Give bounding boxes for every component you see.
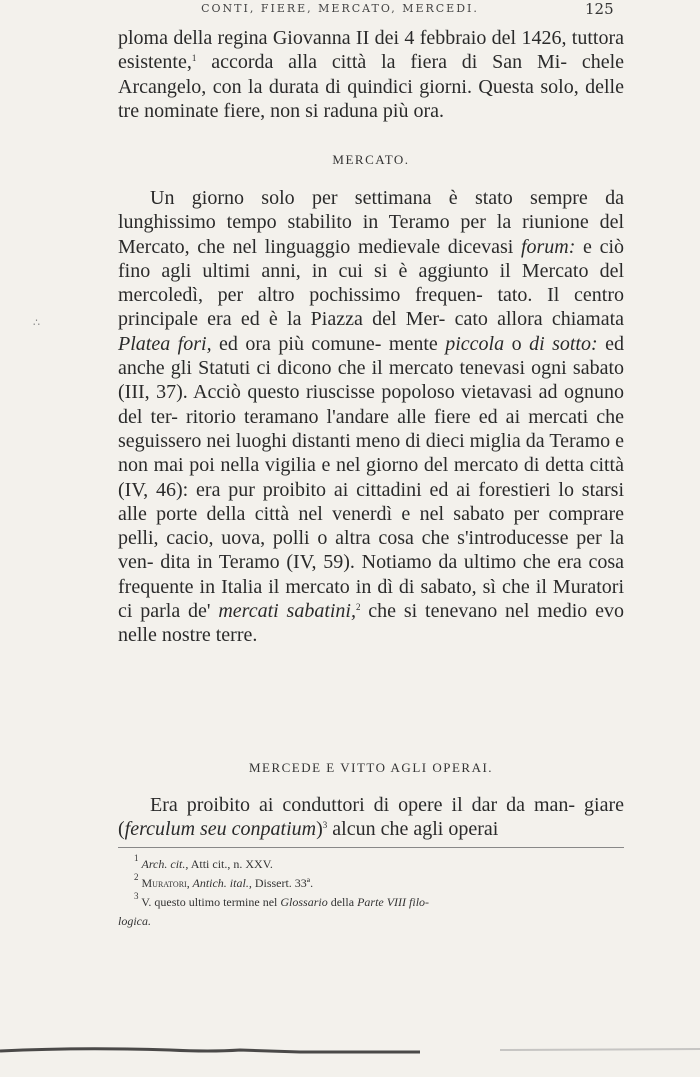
mercede-paragraph: Era proibito ai conduttori di opere il dar da man- giare (ferculum seu conpatium)$^3$ alcun che agli operai — [118, 794, 624, 841]
top-paragraph — [118, 26, 624, 123]
footnote-2: $^2$ Muratori, Antich. ital., Dissert. 33ª. — [134, 872, 314, 890]
section-heading-mercede: MERCEDE E VITTO AGLI OPERAI. — [248, 760, 494, 775]
running-head: CONTI, FIERE, MERCATO, MERCEDI. — [201, 2, 479, 15]
paragraph-continuation: ploma della regina Giovanna II dei 4 febbraio del 1426, tuttora esistente,$^1$ accorda alla città la fiera di San Mi- chele Arcangelo, con la durata di quindici giorni. Questa solo, delle tre nominate fiere, non si raduna più ora. — [118, 27, 625, 122]
footnote-3-continuation: logica. — [118, 914, 151, 928]
section-heading-mercato: MERCATO. — [332, 152, 410, 167]
footnote-3: $^3$ V. questo ultimo termine nel Glossario della Parte VIII filo- — [134, 891, 430, 909]
page-number: 125 — [585, 0, 614, 18]
scan-edge-streak — [0, 1043, 700, 1057]
footnote-1: $^1$ Arch. cit., Atti cit., n. XXV. — [134, 853, 273, 871]
footnote-ref-3: 3 — [322, 820, 328, 831]
margin-mark: ∴ — [33, 316, 40, 329]
footnote-ref-2: 2 — [355, 602, 361, 613]
mercato-section — [118, 186, 624, 648]
mercede-section — [118, 793, 624, 842]
mercato-paragraph: Un giorno solo per settimana è stato sempre da lunghissimo tempo stabilito in Teramo per la riunione del Mercato, che nel linguaggio medievale dicevasi forum: e ciò fino agli ultimi anni, in cui si è aggiunto il Mercato del mercoledì, per altro pochissimo frequen- tato. Il centro principale era ed è la Piazza del Mer- cato allora chiamata Platea fori, ed ora più comune- mente piccola o di sotto: ed anche gli Statuti ci dicono che il mercato tenevasi ogni sabato (III, 37). Acciò questo riuscisse popoloso vietavasi ad ognuno del ter- ritorio teramano l'andare alle fiere ed ai mercati che seguissero nei luoghi distanti meno di dieci miglia da Teramo e non mai poi nella vigilia e nel giorno del mercato di detta città (IV, 46): era pur proibito ai cittadini ed ai forestieri lo starsi alle porte della città nel venerdì e nel sabato per comprare pelli, cacio, uova, polli o altra cosa che s'introducesse per la ven- dita in Teramo (IV, 59). Notiamo da ultimo che era cosa frequente in Italia il mercato in dì di sabato, sì che il Muratori ci parla de' mercati sabatini,$^2$ che si tenevano nel medio evo nelle nostre terre. — [118, 187, 625, 647]
footnote-rule — [118, 847, 624, 848]
footnotes — [118, 853, 624, 931]
footnote-ref-1: 1 — [191, 53, 197, 64]
